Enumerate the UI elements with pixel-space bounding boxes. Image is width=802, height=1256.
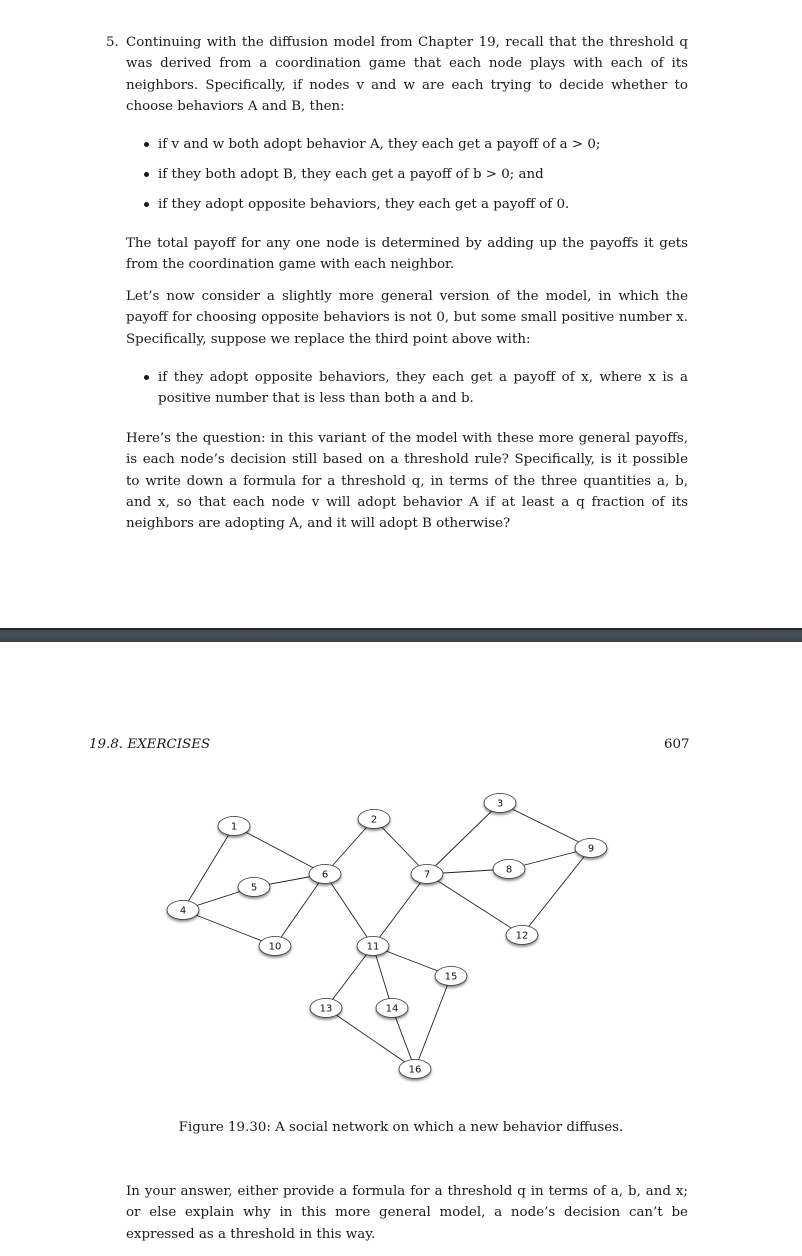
network-node-label: 2: [370, 814, 378, 826]
network-edge-7-11: [373, 874, 427, 946]
network-edge-11-13: [326, 946, 373, 1008]
bullet-item: if v and w both adopt behavior A, they each get a payoff of a > 0;: [142, 134, 688, 155]
replacement-bullet-list: [142, 367, 688, 410]
paragraph-text: Here’s the question: in this variant of the model with these more general payoffs, is each node’s decision still based on a threshold rule? Specifically, is it possible to write down a formula for a threshold q, in terms of the three quantities a, b, and x, so that each node v will adopt behavior A if at least a q fraction of its neighbors are adopting A, and it will adopt B otherwise?: [126, 431, 688, 532]
network-edge-7-3: [427, 803, 500, 874]
network-edge-13-16: [326, 1008, 415, 1069]
network-node-label: 8: [505, 864, 513, 876]
network-node-label: 5: [250, 882, 258, 894]
social-network-figure: [0, 642, 802, 1112]
network-node-15: [435, 967, 467, 986]
exercise-intro: Continuing with the diffusion model from Chapter 19, recall that the threshold q was derived from a coordination game that each node plays with each of its neighbors. Specifically, if nodes v and w are each trying to decide whether to choose behaviors A and B, then:: [126, 35, 688, 114]
network-node-9: [575, 839, 607, 858]
network-node-label: 9: [587, 843, 595, 855]
network-node-label: 10: [268, 941, 282, 953]
paragraph-text: In your answer, either provide a formula for a threshold q in terms of a, b, and x; or else explain why in this more general model, a node’s decision can’t be expressed as a threshold in this way.: [126, 1184, 688, 1242]
network-node-label: 14: [385, 1003, 399, 1015]
network-node-6: [309, 865, 341, 884]
network-edge-1-4: [183, 826, 234, 910]
page-divider: [0, 628, 802, 642]
network-node-12: [506, 926, 538, 945]
network-node-7: [411, 865, 443, 884]
exercise-number: 5.: [106, 35, 119, 50]
paragraph-general-model: [126, 286, 688, 350]
network-node-11: [357, 937, 389, 956]
bullet-item: if they adopt opposite behaviors, they each get a payoff of 0.: [142, 194, 688, 215]
network-edge-7-12: [427, 874, 522, 935]
figure-caption: Figure 19.30: A social network on which a new behavior diffuses.: [178, 1120, 624, 1135]
network-node-5: [238, 878, 270, 897]
network-edge-6-10: [275, 874, 325, 946]
network-node-1: [218, 817, 250, 836]
network-node-10: [259, 937, 291, 956]
network-node-4: [167, 901, 199, 920]
paragraph-answer-instructions: [126, 1181, 688, 1245]
network-node-label: 1: [230, 821, 238, 833]
paragraph-total-payoff: [126, 233, 688, 276]
network-node-label: 12: [515, 930, 529, 942]
network-node-2: [358, 810, 390, 829]
network-node-14: [376, 999, 408, 1018]
network-edge-3-9: [500, 803, 591, 848]
payoff-bullet-list: [142, 134, 688, 215]
bullet-item: if they both adopt B, they each get a payoff of b > 0; and: [142, 164, 688, 185]
network-node-label: 6: [321, 869, 329, 881]
network-node-label: 4: [179, 905, 187, 917]
network-edge-15-16: [415, 976, 451, 1069]
network-node-label: 16: [408, 1064, 422, 1076]
bullet-item: if they adopt opposite behaviors, they each get a payoff of x, where x is a positive number that is less than both a and b.: [142, 367, 688, 410]
exercise-intro-block: [106, 32, 688, 117]
network-node-label: 3: [496, 798, 504, 810]
running-header-section: 19.8. EXERCISES: [89, 737, 211, 752]
network-edge-1-6: [234, 826, 325, 874]
network-node-13: [310, 999, 342, 1018]
network-node-8: [493, 860, 525, 879]
running-header-page-number: 607: [664, 737, 690, 752]
network-edge-6-11: [325, 874, 373, 946]
network-edge-9-12: [522, 848, 591, 935]
paragraph-text: The total payoff for any one node is determined by adding up the payoffs it gets from the coordination game with each neighbor.: [126, 236, 688, 273]
network-node-16: [399, 1060, 431, 1079]
network-nodes: [167, 794, 607, 1079]
network-node-label: 7: [423, 869, 431, 881]
network-node-label: 13: [319, 1003, 333, 1015]
paragraph-question: [126, 428, 688, 534]
network-node-label: 15: [444, 971, 458, 983]
network-node-label: 11: [366, 941, 380, 953]
network-node-3: [484, 794, 516, 813]
paragraph-text: Let’s now consider a slightly more general version of the model, in which the payoff for choosing opposite behaviors is not 0, but some small positive number x. Specifically, suppose we replace the third point above with:: [126, 289, 688, 347]
